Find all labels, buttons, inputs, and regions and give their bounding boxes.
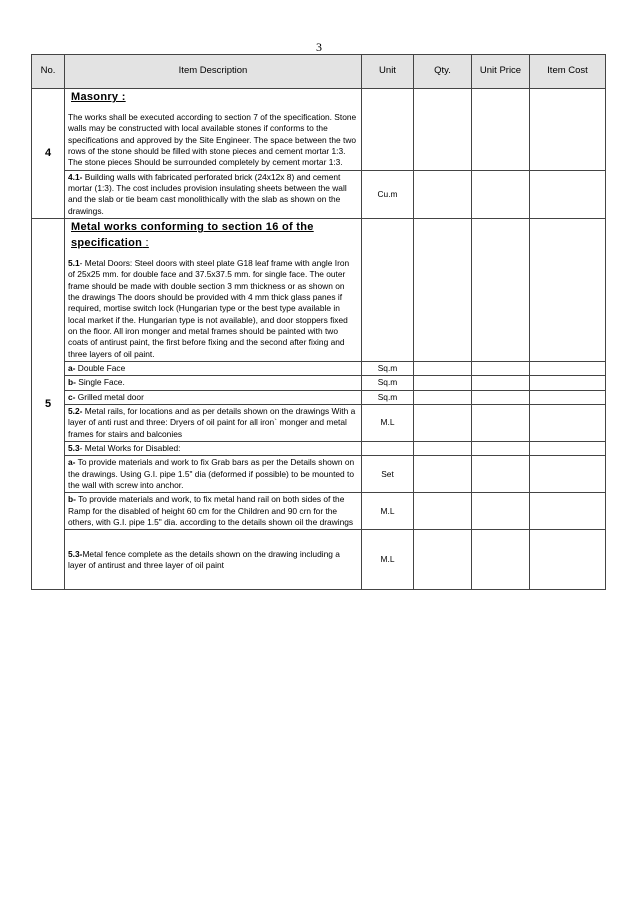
section-title: Masonry : — [71, 91, 126, 103]
section-description — [65, 89, 362, 171]
item-unit: M.L — [362, 405, 414, 442]
header-unit-price: Unit Price — [472, 55, 530, 89]
header-item-cost: Item Cost — [530, 55, 606, 89]
table-row — [32, 362, 606, 376]
item-description: 5.3-Metal fence complete as the details shown on the drawing including a layer of antirust and three layer of oil paint — [65, 530, 362, 590]
table-row — [32, 89, 606, 171]
item-unit: M.L — [362, 493, 414, 530]
item-unit: Cu.m — [362, 170, 414, 218]
item-description: 5.3- Metal Works for Disabled: — [65, 442, 362, 456]
header-qty: Qty. — [414, 55, 472, 89]
item-text: Building walls with fabricated perforated brick (24x12x 8) and cement mortar (1:3). The cost includes provision insulating sheets between the wall and the slab or tie beam cast monolithically with the slab as shown on the drawings. — [68, 171, 347, 216]
item-description — [68, 258, 358, 360]
bill-of-quantities-table — [31, 54, 606, 590]
item-unit: Set — [362, 456, 414, 493]
table-row — [32, 442, 606, 456]
item-unit: Sq.m — [362, 376, 414, 390]
section-intro: The works shall be executed according to section 7 of the specification. Stone walls may be constructed with local available stones if conforms to the specifications and approved by the Site Engineer. The space between the two rows of the stone should be filled with stone pieces and cement mortar 1:3. The stone pieces Should be surrounded completely by cement mortar 1:3. — [68, 111, 357, 168]
page-number: 3 — [316, 40, 322, 54]
table-row — [32, 219, 606, 362]
item-code: 5.1 — [68, 257, 80, 268]
section-title: Metal works conforming to section 16 of the specification : — [71, 221, 314, 249]
item-description: c- Grilled metal door — [65, 390, 362, 404]
item-description: 5.2- Metal rails, for locations and as per details shown on the drawings With a layer of anti rust and three: Dryers of oil paint for all iron` monger and metal frames for stairs and balconies — [65, 405, 362, 442]
header-item-description: Item Description — [65, 55, 362, 89]
item-unit: M.L — [362, 530, 414, 590]
item-code: 4.1- — [68, 171, 83, 182]
item-text: - Metal Doors: Steel doors with steel plate G18 leaf frame with angle Iron of 25x25 mm. for double face and 37.5x37.5 mm. for single face. The outer frame should be made with double section 3 mm thickness or as shown on the drawings The doors should be provided with 4 mm thick glass panes if required, mortise switch lock (Hungarian type or the best type available in local market if the. Hungarian type is not available), and door stoppers fixed on the floor. All iron monger and metal frames should be painted with two coats of antirust paint, the first before fixing and the second after fixing and three layers of oil paint. — [68, 257, 350, 359]
item-unit: Sq.m — [362, 362, 414, 376]
item-description: b- Single Face. — [65, 376, 362, 390]
section-description — [65, 219, 362, 362]
table-row — [32, 530, 606, 590]
table-row — [32, 376, 606, 390]
header-no: No. — [32, 55, 65, 89]
table-row — [32, 456, 606, 493]
item-description: a- To provide materials and work to fix Grab bars as per the Details shown on the drawings. Using G.I. pipe 1.5" dia (deformed if possible) to be mounted to the wall with screw into anchor. — [65, 456, 362, 493]
table-row — [32, 170, 606, 218]
item-description: a- Double Face — [65, 362, 362, 376]
item-description — [65, 170, 362, 218]
section-number: 4 — [32, 89, 65, 219]
table-row — [32, 405, 606, 442]
table-row — [32, 390, 606, 404]
table-header-row — [32, 55, 606, 89]
section-number: 5 — [32, 219, 65, 590]
header-unit: Unit — [362, 55, 414, 89]
item-unit: Sq.m — [362, 390, 414, 404]
table-row — [32, 493, 606, 530]
item-description: b- To provide materials and work, to fix metal hand rail on both sides of the Ramp for the disabled of height 60 cm for the Children and 90 crn for the others, with G.I. pipe 1.5" dia. according to the details shown oil the drawings — [65, 493, 362, 530]
